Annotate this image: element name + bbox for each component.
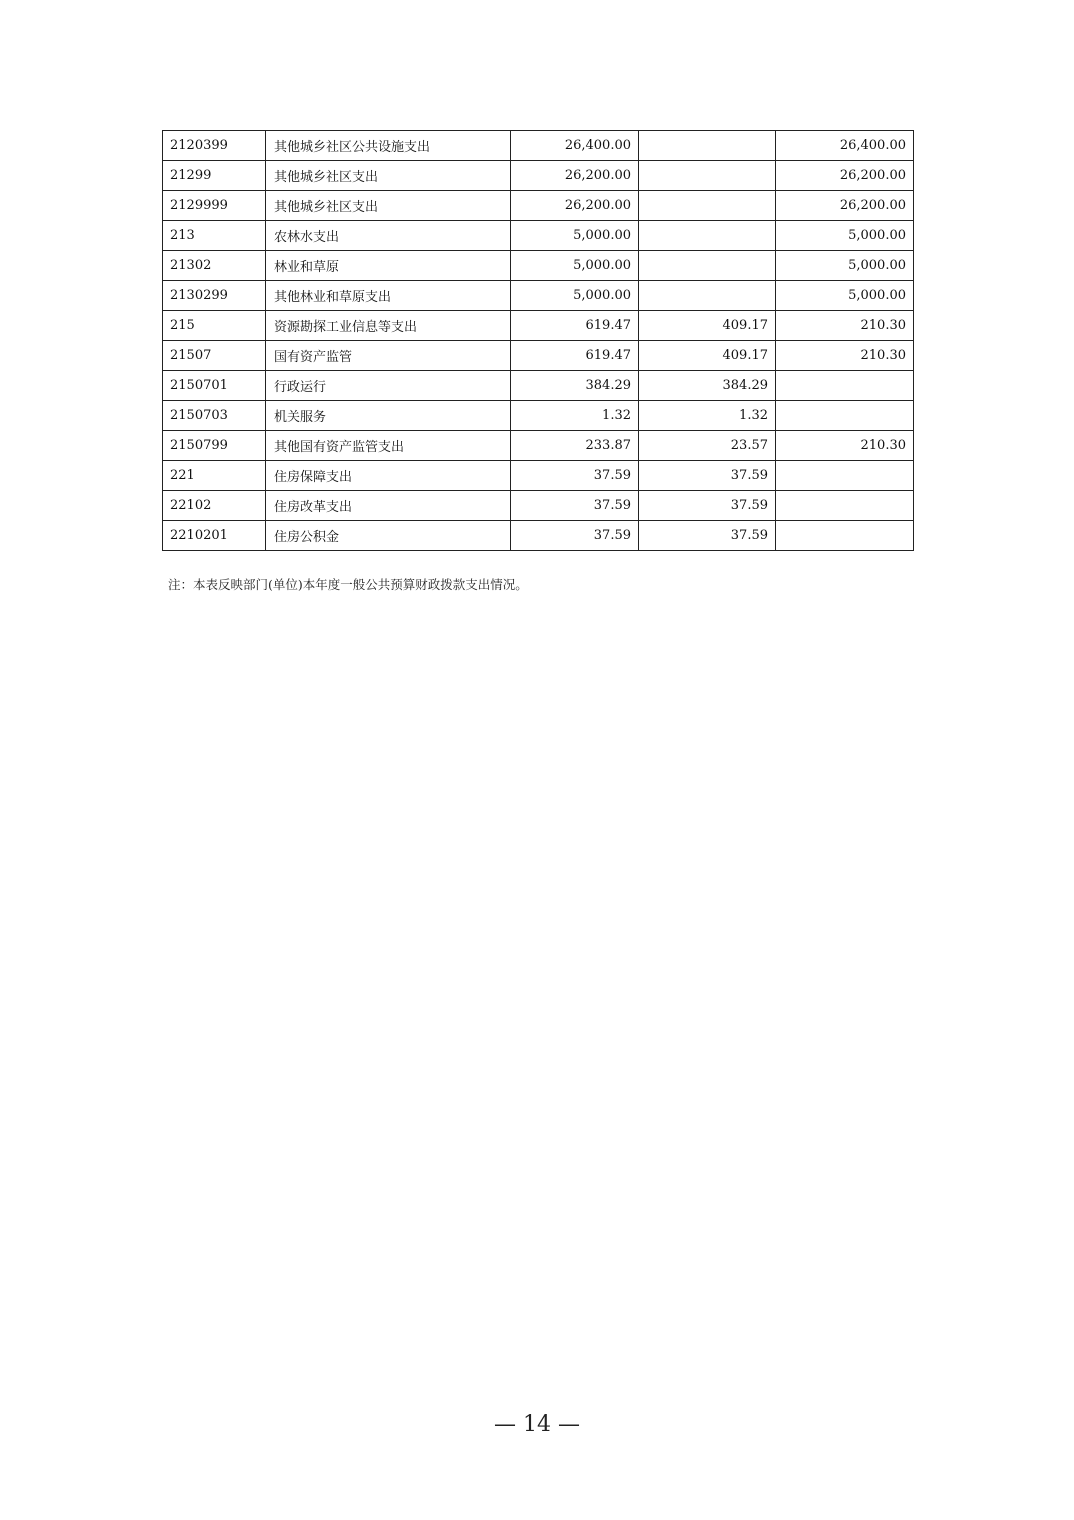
cell-code: 22102 <box>163 491 266 521</box>
cell-project: 210.30 <box>776 311 914 341</box>
cell-basic: 37.59 <box>639 461 776 491</box>
cell-basic: 23.57 <box>639 431 776 461</box>
cell-name: 其他城乡社区公共设施支出 <box>266 131 511 161</box>
cell-name: 住房改革支出 <box>266 491 511 521</box>
cell-name: 其他国有资产监管支出 <box>266 431 511 461</box>
cell-name: 机关服务 <box>266 401 511 431</box>
table-row <box>163 401 914 431</box>
page-number: — 14 — <box>494 1412 580 1437</box>
cell-code: 213 <box>163 221 266 251</box>
table-note: 注：本表反映部门(单位)本年度一般公共预算财政拨款支出情况。 <box>168 577 528 592</box>
cell-code: 215 <box>163 311 266 341</box>
cell-basic <box>639 191 776 221</box>
cell-code: 21507 <box>163 341 266 371</box>
cell-total: 26,200.00 <box>511 161 639 191</box>
cell-total: 5,000.00 <box>511 221 639 251</box>
cell-project: 26,200.00 <box>776 191 914 221</box>
table-row <box>163 131 914 161</box>
cell-basic: 409.17 <box>639 341 776 371</box>
cell-basic: 37.59 <box>639 521 776 551</box>
cell-project <box>776 521 914 551</box>
cell-project: 5,000.00 <box>776 221 914 251</box>
table-row <box>163 251 914 281</box>
cell-project: 5,000.00 <box>776 281 914 311</box>
cell-name: 住房保障支出 <box>266 461 511 491</box>
cell-total: 619.47 <box>511 341 639 371</box>
cell-code: 2130299 <box>163 281 266 311</box>
cell-total: 26,400.00 <box>511 131 639 161</box>
cell-code: 2120399 <box>163 131 266 161</box>
cell-name: 林业和草原 <box>266 251 511 281</box>
cell-basic <box>639 281 776 311</box>
cell-name: 住房公积金 <box>266 521 511 551</box>
cell-code: 21299 <box>163 161 266 191</box>
table-row <box>163 161 914 191</box>
cell-basic: 1.32 <box>639 401 776 431</box>
cell-code: 221 <box>163 461 266 491</box>
cell-code: 2210201 <box>163 521 266 551</box>
cell-total: 233.87 <box>511 431 639 461</box>
table-row <box>163 281 914 311</box>
table-row <box>163 461 914 491</box>
cell-total: 37.59 <box>511 461 639 491</box>
cell-total: 619.47 <box>511 311 639 341</box>
cell-project: 210.30 <box>776 341 914 371</box>
cell-total: 384.29 <box>511 371 639 401</box>
table-row <box>163 191 914 221</box>
cell-project <box>776 461 914 491</box>
table-row <box>163 311 914 341</box>
cell-code: 21302 <box>163 251 266 281</box>
table-row <box>163 221 914 251</box>
cell-name: 行政运行 <box>266 371 511 401</box>
cell-total: 37.59 <box>511 491 639 521</box>
cell-basic: 409.17 <box>639 311 776 341</box>
cell-basic: 384.29 <box>639 371 776 401</box>
cell-project: 5,000.00 <box>776 251 914 281</box>
table-row <box>163 371 914 401</box>
cell-code: 2150799 <box>163 431 266 461</box>
cell-code: 2150703 <box>163 401 266 431</box>
cell-code: 2129999 <box>163 191 266 221</box>
cell-name: 其他城乡社区支出 <box>266 191 511 221</box>
cell-name: 资源勘探工业信息等支出 <box>266 311 511 341</box>
table-row <box>163 431 914 461</box>
cell-total: 5,000.00 <box>511 281 639 311</box>
cell-total: 1.32 <box>511 401 639 431</box>
cell-basic <box>639 221 776 251</box>
cell-code: 2150701 <box>163 371 266 401</box>
cell-basic <box>639 161 776 191</box>
budget-table <box>162 130 914 551</box>
cell-name: 国有资产监管 <box>266 341 511 371</box>
table-row <box>163 491 914 521</box>
cell-total: 26,200.00 <box>511 191 639 221</box>
cell-name: 其他城乡社区支出 <box>266 161 511 191</box>
cell-project: 26,200.00 <box>776 161 914 191</box>
table-row <box>163 521 914 551</box>
cell-project <box>776 491 914 521</box>
table-row <box>163 341 914 371</box>
cell-basic: 37.59 <box>639 491 776 521</box>
cell-name: 其他林业和草原支出 <box>266 281 511 311</box>
cell-total: 37.59 <box>511 521 639 551</box>
cell-basic <box>639 131 776 161</box>
cell-name: 农林水支出 <box>266 221 511 251</box>
cell-project: 26,400.00 <box>776 131 914 161</box>
cell-total: 5,000.00 <box>511 251 639 281</box>
cell-basic <box>639 251 776 281</box>
cell-project <box>776 401 914 431</box>
cell-project: 210.30 <box>776 431 914 461</box>
cell-project <box>776 371 914 401</box>
table-body <box>163 131 914 551</box>
